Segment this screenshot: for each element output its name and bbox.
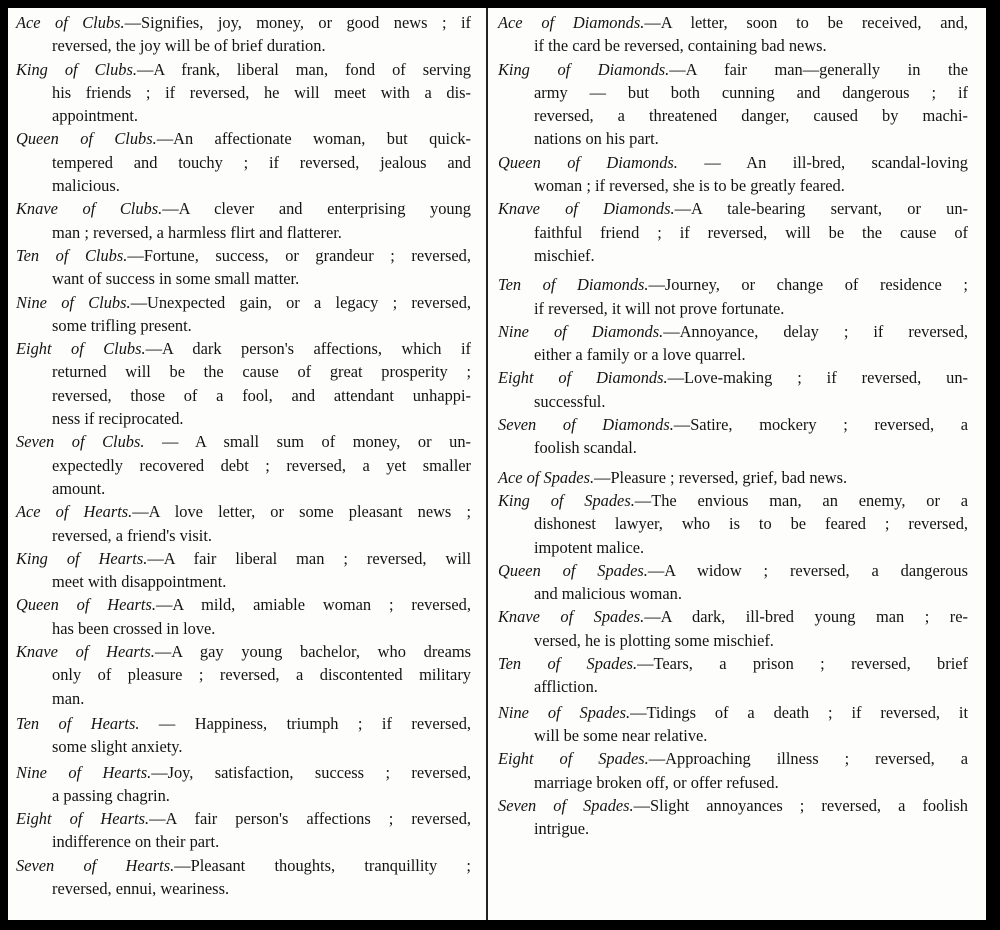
- card-name: Queen of Clubs.: [16, 129, 157, 149]
- entry-text-line: impotent malice.: [534, 537, 645, 557]
- card-name: Ace of Diamonds.: [498, 13, 645, 32]
- card-meaning-entry: [498, 605, 968, 652]
- entry-text-line: faithful friend ; if reversed, will be the cause of: [534, 222, 968, 242]
- entry-text-line: reversed, a threatened danger, caused by machi-: [534, 106, 968, 126]
- entry-text-line: expectedly recovered debt ; reversed, a yet smaller: [52, 455, 471, 475]
- card-meaning-entry: [16, 640, 471, 710]
- card-meaning-entry: [16, 807, 471, 854]
- entry-heading-line: King of Diamonds.—A fair man—generally in the: [498, 59, 968, 79]
- card-meaning-entry: [498, 794, 968, 841]
- entry-text-line: marriage broken off, or offer refused.: [534, 772, 779, 792]
- entry-text-line: dishonest lawyer, who is to be feared ; reversed,: [534, 514, 968, 534]
- card-name: Knave of Spades.: [498, 607, 645, 627]
- entry-text-line: intrigue.: [534, 819, 590, 839]
- entry-text-line: ness if reciprocated.: [52, 409, 184, 429]
- entry-text-line: meet with disappointment.: [52, 572, 227, 592]
- card-name: Eight of Clubs.: [16, 339, 146, 359]
- entry-text-line: nations on his part.: [534, 129, 659, 149]
- card-name: King of Spades.: [498, 490, 635, 510]
- entry-text-line: tempered and touchy ; if reversed, jealous and: [52, 152, 471, 172]
- card-meaning-entry: [498, 273, 968, 320]
- card-meaning-entry: [498, 466, 968, 489]
- card-name: Nine of Diamonds.: [498, 321, 664, 341]
- entry-text-line: successful.: [534, 391, 606, 411]
- entry-text-line: a passing chagrin.: [52, 785, 170, 805]
- card-meaning-entry: [498, 58, 968, 151]
- card-meaning-entry: [498, 652, 968, 699]
- card-meaning-entry: [16, 244, 471, 291]
- card-name: Queen of Spades.: [498, 560, 648, 580]
- card-meaning-entry: [16, 593, 471, 640]
- card-meaning-entry: [16, 500, 471, 547]
- entry-heading-line: King of Spades.—The envious man, an enemy, or a: [498, 490, 968, 510]
- entry-text-line: indifference on their part.: [52, 832, 220, 852]
- entry-heading-line: Ace of Spades.—Pleasure ; reversed, grief, bad news.: [498, 467, 848, 487]
- card-meaning-entry: [498, 11, 968, 58]
- entry-heading-line: Ace of Hearts.—A love letter, or some pleasant news ;: [16, 502, 471, 522]
- card-meaning-entry: [498, 197, 968, 267]
- card-meaning-entry: [498, 489, 968, 559]
- entry-text-line: some trifling present.: [52, 315, 192, 335]
- entry-heading-line: Eight of Diamonds.—Love-making ; if reversed, un-: [498, 368, 968, 388]
- entry-text-line: versed, he is plotting some mischief.: [534, 630, 774, 650]
- entry-text-line: either a family or a love quarrel.: [534, 345, 746, 365]
- card-name: Eight of Hearts.: [16, 809, 150, 829]
- entry-heading-line: Knave of Diamonds.—A tale-bearing servant, or un-: [498, 199, 968, 219]
- card-meaning-entry: [16, 291, 471, 338]
- card-name: Eight of Diamonds.: [498, 368, 668, 388]
- entry-text-line: some slight anxiety.: [52, 737, 183, 757]
- card-meaning-entry: [16, 11, 471, 58]
- entry-heading-line: Knave of Clubs.—A clever and enterprising young: [16, 199, 471, 219]
- entry-heading-line: Seven of Diamonds.—Satire, mockery ; reversed, a: [498, 415, 968, 435]
- entry-text-line: army — but both cunning and dangerous ; if: [534, 82, 968, 102]
- entry-heading-line: Nine of Hearts.—Joy, satisfaction, success ; reversed,: [16, 762, 471, 782]
- entry-text-line: mischief.: [534, 245, 595, 265]
- entry-heading-line: King of Hearts.—A fair liberal man ; reversed, will: [16, 548, 471, 568]
- right-column: [498, 11, 968, 840]
- entry-text-line: malicious.: [52, 176, 120, 196]
- card-name: King of Diamonds.: [498, 59, 670, 79]
- card-meaning-entry: [16, 337, 471, 430]
- entry-heading-line: Ace of Clubs.—Signifies, joy, money, or good news ; if: [16, 13, 471, 32]
- left-column: [16, 11, 471, 900]
- card-name: Ten of Diamonds.: [498, 275, 649, 295]
- entry-heading-line: Eight of Spades.—Approaching illness ; reversed, a: [498, 749, 968, 769]
- entry-text-line: reversed, those of a fool, and attendant unhappi-: [52, 385, 471, 405]
- entry-heading-line: Knave of Hearts.—A gay young bachelor, who dreams: [16, 642, 471, 662]
- entry-heading-line: Knave of Spades.—A dark, ill-bred young man ; re-: [498, 607, 968, 627]
- card-name: Knave of Diamonds.: [498, 199, 675, 219]
- entry-heading-line: Eight of Hearts.—A fair person's affections ; reversed,: [16, 809, 472, 829]
- card-name: Seven of Hearts.: [16, 855, 175, 875]
- entry-heading-line: Ten of Hearts. — Happiness, triumph ; if reversed,: [16, 713, 471, 733]
- card-meaning-entry: [498, 559, 968, 606]
- card-name: Eight of Spades.: [498, 749, 649, 769]
- card-meaning-entry: [498, 747, 968, 794]
- entry-text-line: reversed, the joy will be of brief duration.: [52, 36, 326, 56]
- card-meaning-entry: [16, 712, 471, 759]
- book-page-scan: [8, 8, 986, 920]
- card-name: King of Clubs.: [16, 59, 137, 79]
- entry-text-line: man.: [52, 688, 85, 708]
- entry-heading-line: Queen of Diamonds. — An ill-bred, scandal-loving: [498, 152, 968, 172]
- entry-text-line: affliction.: [534, 677, 598, 697]
- entry-text-line: if the card be reversed, containing bad news.: [534, 36, 827, 56]
- card-meaning-entry: [498, 366, 968, 413]
- card-name: Nine of Spades.: [498, 702, 631, 722]
- entry-text-line: reversed, a friend's visit.: [52, 525, 212, 545]
- card-name: Ten of Spades.: [498, 654, 638, 674]
- entry-heading-line: Nine of Clubs.—Unexpected gain, or a legacy ; reversed,: [16, 292, 471, 312]
- entry-text-line: and malicious woman.: [534, 584, 682, 604]
- column-divider: [486, 8, 488, 920]
- card-name: Ten of Hearts.: [16, 713, 140, 733]
- entry-heading-line: Seven of Spades.—Slight annoyances ; reversed, a foolish: [498, 795, 968, 815]
- card-meaning-entry: [16, 197, 471, 244]
- card-name: King of Hearts.: [16, 548, 148, 568]
- entry-heading-line: Seven of Hearts.—Pleasant thoughts, tranquillity ;: [16, 855, 471, 875]
- entry-heading-line: Nine of Spades.—Tidings of a death ; if reversed, it: [498, 702, 969, 722]
- card-meaning-entry: [16, 127, 471, 197]
- entry-text-line: has been crossed in love.: [52, 618, 216, 638]
- card-name: Nine of Clubs.: [16, 292, 131, 312]
- card-name: Ace of Hearts.: [16, 502, 133, 522]
- entry-heading-line: Eight of Clubs.—A dark person's affections, which if: [16, 339, 471, 359]
- entry-heading-line: Queen of Hearts.—A mild, amiable woman ; reversed,: [16, 595, 471, 615]
- card-name: Seven of Spades.: [498, 795, 634, 815]
- entry-heading-line: Ten of Spades.—Tears, a prison ; reversed, brief: [498, 654, 968, 674]
- entry-heading-line: Queen of Spades.—A widow ; reversed, a dangerous: [498, 560, 968, 580]
- entry-heading-line: Queen of Clubs.—An affectionate woman, but quick-: [16, 129, 472, 149]
- card-name: Seven of Diamonds.: [498, 415, 674, 435]
- entry-text-line: his friends ; if reversed, he will meet with a dis-: [52, 82, 471, 102]
- entry-heading-line: Nine of Diamonds.—Annoyance, delay ; if reversed,: [498, 321, 969, 341]
- entry-text-line: appointment.: [52, 106, 139, 126]
- card-name: Queen of Diamonds.: [498, 152, 678, 172]
- entry-text-line: reversed, ennui, weariness.: [52, 878, 230, 898]
- entry-heading-line: King of Clubs.—A frank, liberal man, fond of serving: [16, 59, 471, 79]
- card-name: Ace of Clubs.: [16, 13, 125, 32]
- entry-text-line: will be some near relative.: [534, 725, 708, 745]
- entry-text-line: if reversed, it will not prove fortunate.: [534, 298, 785, 318]
- card-name: Knave of Hearts.: [16, 642, 155, 662]
- card-meaning-entry: [16, 430, 471, 500]
- entry-text-line: amount.: [52, 478, 106, 498]
- entry-heading-line: Seven of Clubs. — A small sum of money, or un-: [16, 432, 471, 452]
- card-name: Knave of Clubs.: [16, 199, 163, 219]
- card-meaning-entry: [498, 413, 968, 460]
- entry-text-line: returned will be the cause of great prosperity ;: [52, 362, 471, 382]
- card-name: Queen of Hearts.: [16, 595, 156, 615]
- entry-text-line: want of success in some small matter.: [52, 269, 300, 289]
- entry-heading-line: Ten of Diamonds.—Journey, or change of residence ;: [498, 275, 968, 295]
- card-name: Seven of Clubs.: [16, 432, 145, 452]
- entry-text-line: only of pleasure ; reversed, a discontented military: [52, 665, 471, 685]
- card-name: Ten of Clubs.: [16, 245, 128, 265]
- card-meaning-entry: [16, 761, 471, 808]
- card-meaning-entry: [498, 151, 968, 198]
- card-meaning-entry: [498, 320, 968, 367]
- card-name: Nine of Hearts.: [16, 762, 152, 782]
- entry-text-line: man ; reversed, a harmless flirt and flatterer.: [52, 222, 342, 242]
- entry-heading-line: Ten of Clubs.—Fortune, success, or grandeur ; reversed,: [16, 245, 471, 265]
- card-meaning-entry: [16, 547, 471, 594]
- card-name: Ace of Spades.: [498, 467, 595, 487]
- entry-heading-line: Ace of Diamonds.—A letter, soon to be received, and,: [498, 13, 968, 32]
- entry-text-line: foolish scandal.: [534, 438, 637, 458]
- card-meaning-entry: [498, 701, 968, 748]
- card-meaning-entry: [16, 58, 471, 128]
- entry-text-line: woman ; if reversed, she is to be greatly feared.: [534, 176, 845, 196]
- card-meaning-entry: [16, 854, 471, 901]
